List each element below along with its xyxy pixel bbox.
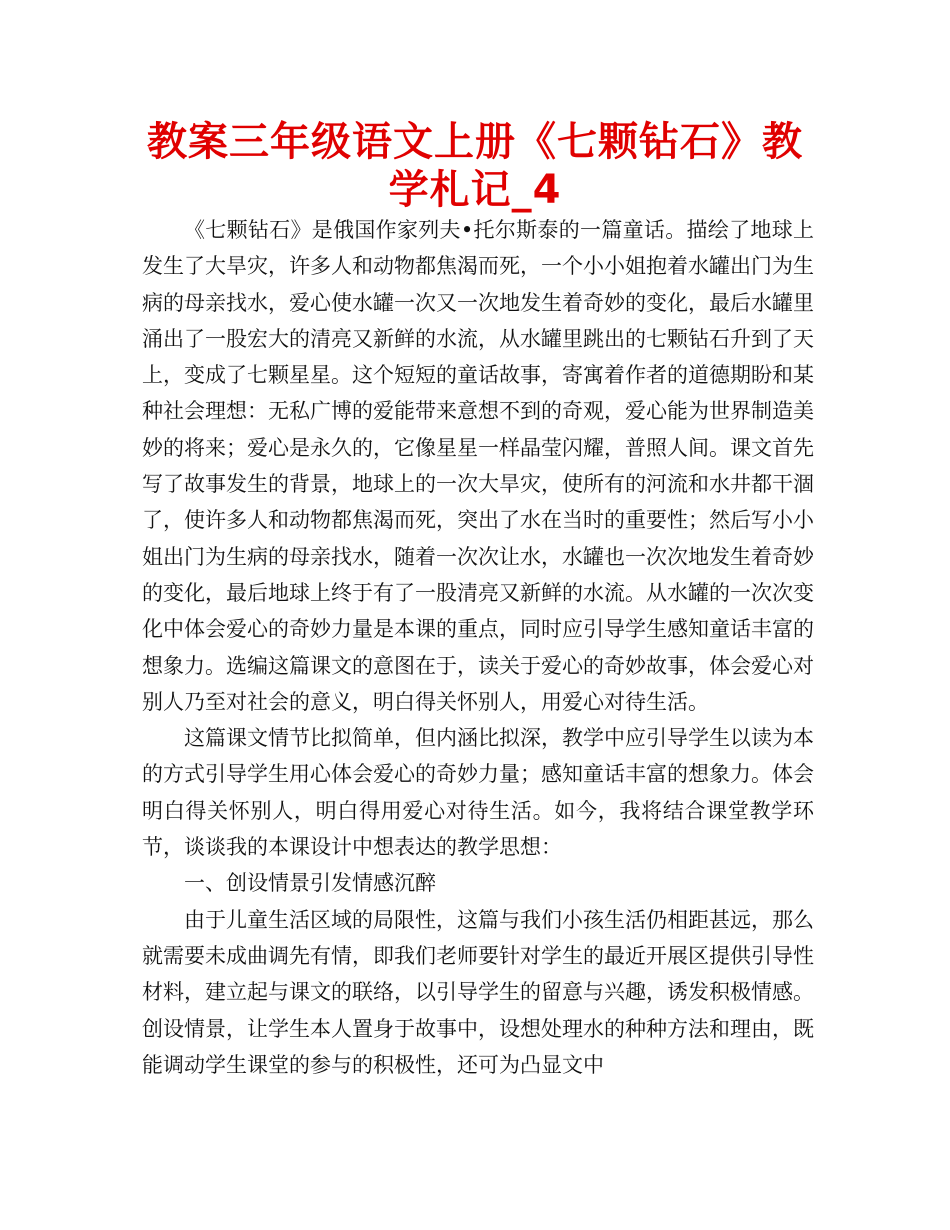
paragraph: 《七颗钻石》是俄国作家列夫•托尔斯泰的一篇童话。描绘了地球上发生了大旱灾，许多人和动物都焦渴而死，一个小小姐抱着水罐出门为生病的母亲找水，爱心使水罐一次又一次地发生着奇妙的变化，最后水罐里涌出了一股宏大的清亮又新鲜的水流，从水罐里跳出的七颗钻石升到了天上，变成了七颗星星。这个短短的童话故事，寄寓着作者的道德期盼和某种社会理想：无私广博的爱能带来意想不到的奇观，爱心能为世界制造美妙的将来；爱心是永久的，它像星星一样晶莹闪耀，普照人间。课文首先写了故事发生的背景，地球上的一次大旱灾，使所有的河流和水井都干涸了，使许多人和动物都焦渴而死，突出了水在当时的重要性；然后写小小姐出门为生病的母亲找水，随着一次次让水，水罐也一次次地发生着奇妙的变化，最后地球上终于有了一股清亮又新鲜的水流。从水罐的一次次变化中体会爱心的奇妙力量是本课的重点，同时应引导学生感知童话丰富的想象力。选编这篇课文的意图在于，读关于爱心的奇妙故事，体会爱心对别人乃至对社会的意义，明白得关怀别人，用爱心对待生活。: [142, 218, 814, 714]
paragraph: 这篇课文情节比拟简单，但内涵比拟深，教学中应引导学生以读为本的方式引导学生用心体会爱心的奇妙力量；感知童话丰富的想象力。体会明白得关怀别人，明白得用爱心对待生活。如今，我将结合课堂教学环节，谈谈我的本课设计中想表达的教学思想：: [142, 726, 814, 860]
paragraph: 由于儿童生活区域的局限性，这篇与我们小孩生活仍相距甚远，那么就需要未成曲调先有情，即我们老师要针对学生的最近开展区提供引导性材料，建立起与课文的联络，以引导学生的留意与兴趣，诱发积极情感。创设情景，让学生本人置身于故事中，设想处理水的种种方法和理由，既能调动学生课堂的参与的积极性，还可为凸显文中: [142, 907, 814, 1077]
document-body: [142, 212, 814, 1083]
section-heading: 一、创设情景引发情感沉醉: [184, 871, 436, 896]
document-title: 教案三年级语文上册《七颗钻石》教学札记_4: [147, 119, 803, 213]
